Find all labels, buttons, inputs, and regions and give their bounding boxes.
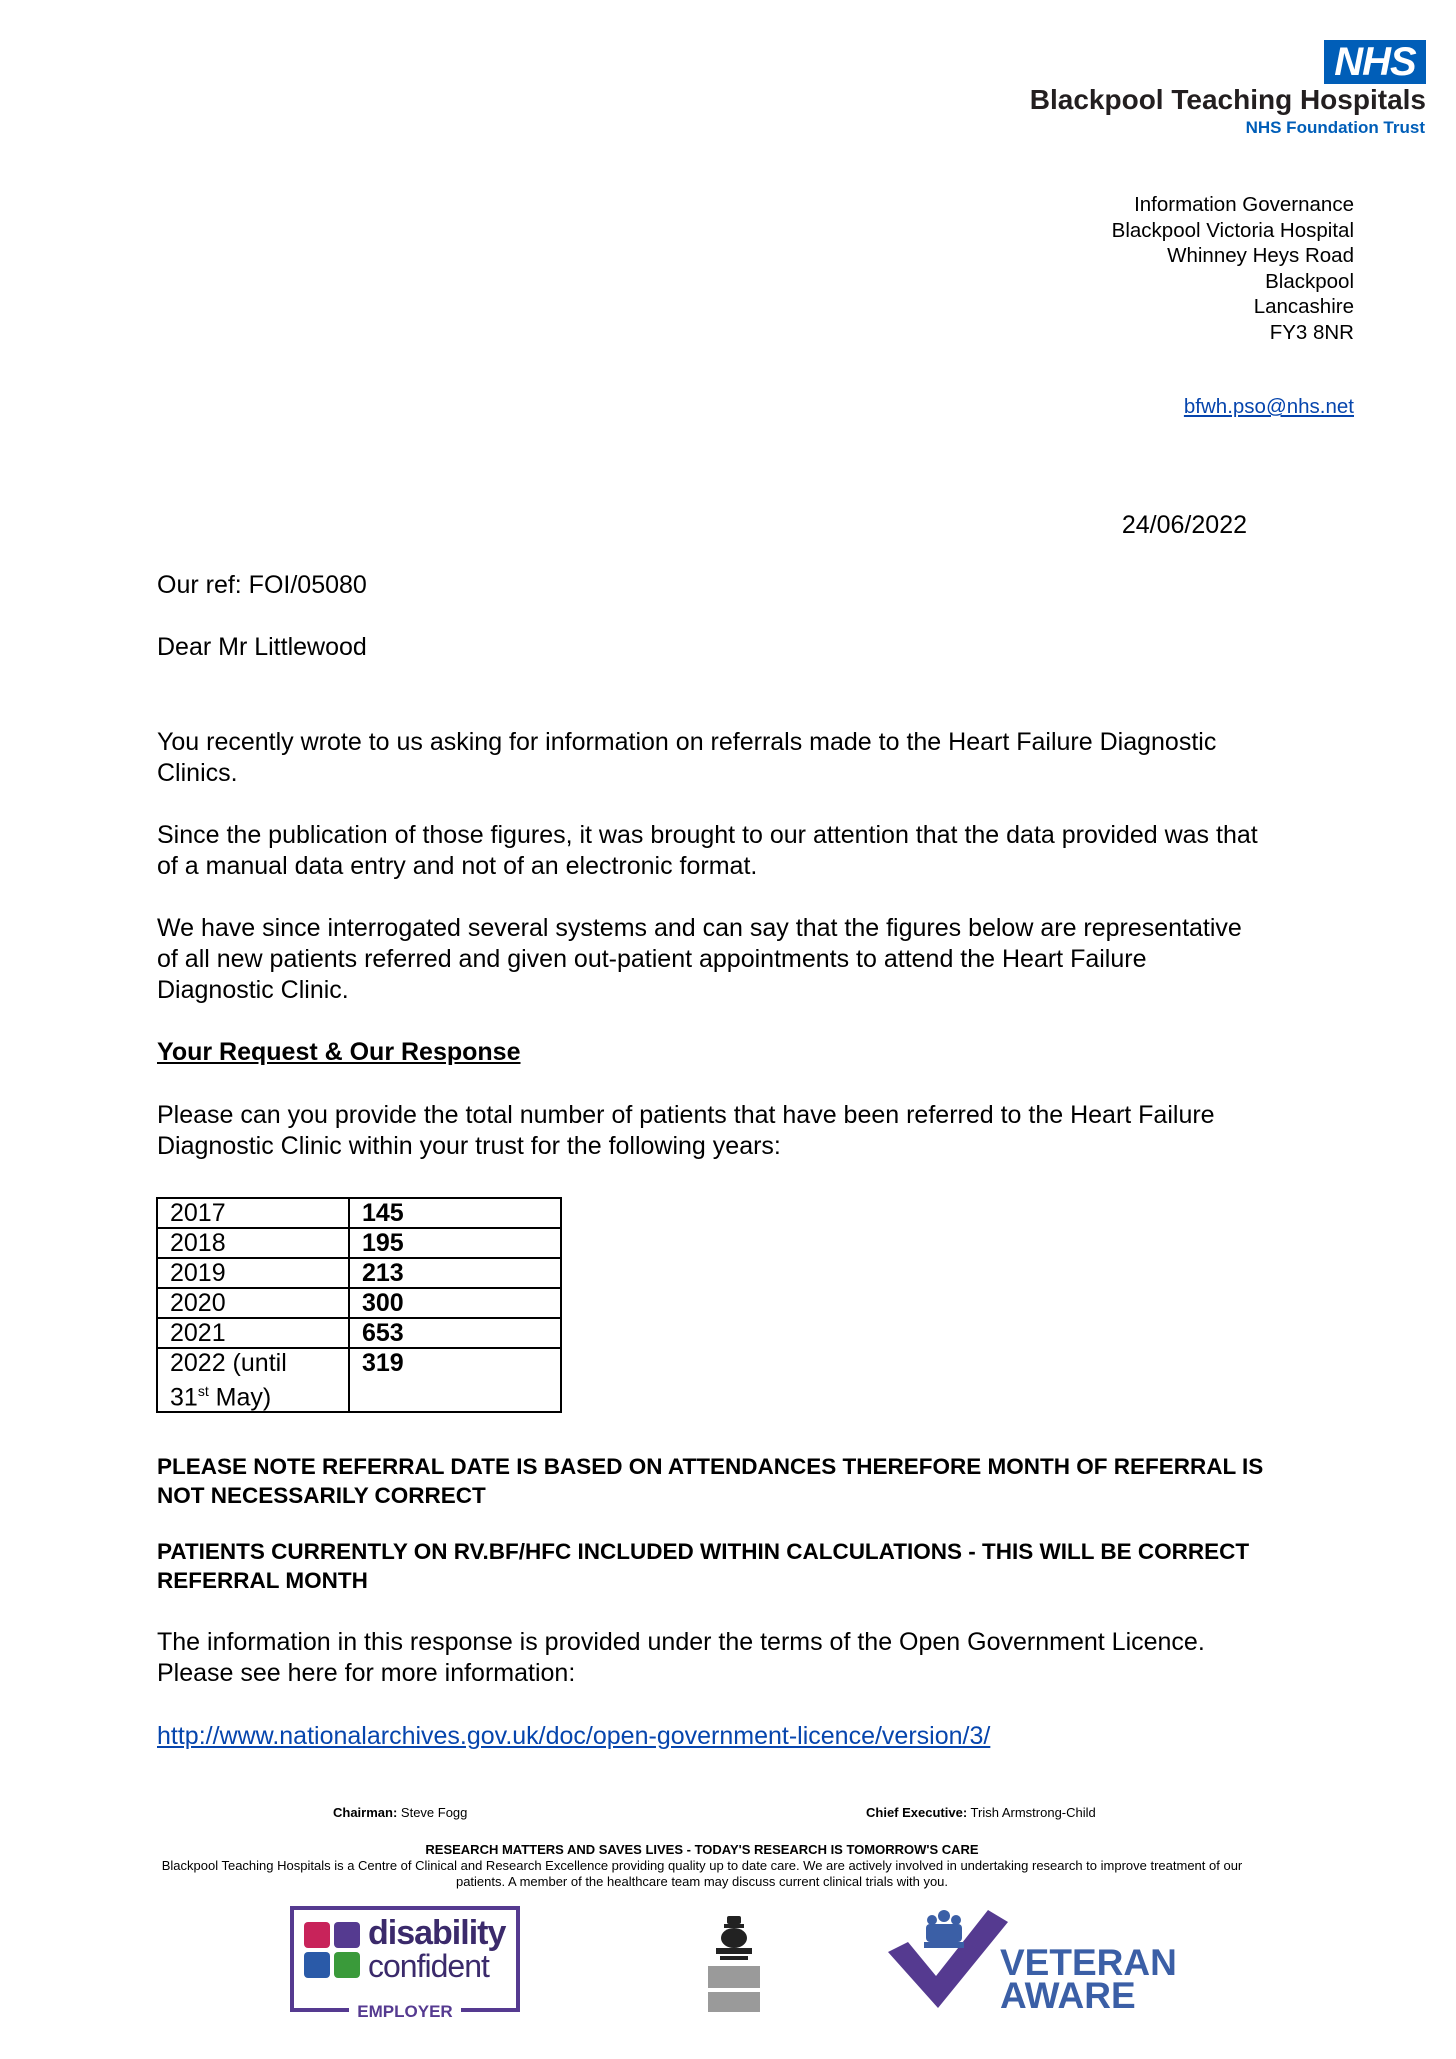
table-row (157, 1288, 561, 1318)
research-blurb: Blackpool Teaching Hospitals is a Centre of Clinical and Research Excellence providing quality up to date care. We are actively involved in undertaking research to improve treatment of our patients. A member of the healthcare team may discuss current clinical trials with you. (161, 1858, 1243, 1889)
nhs-logo: NHS (1324, 40, 1426, 84)
org-name: Blackpool Teaching Hospitals (1029, 84, 1426, 115)
people-icons (304, 1922, 362, 1980)
chairman (333, 1805, 467, 1820)
veteran-aware-logo (888, 1902, 1188, 2016)
day-number: 31 (170, 1383, 198, 1412)
chief-executive (866, 1805, 1096, 1820)
dc-word-disability: disability (368, 1914, 506, 1952)
reference: Our ref: FOI/05080 (157, 571, 367, 599)
request-question: Please can you provide the total number of patients that have been referred to the Heart Failure Diagnostic Clinic within your trust for the following years: (157, 1101, 1215, 1160)
table-row (157, 1258, 561, 1288)
note-referral-date: PLEASE NOTE REFERRAL DATE IS BASED ON ATTENDANCES THEREFORE MONTH OF REFERRAL IS NOT NECESSARILY CORRECT (157, 1454, 1264, 1508)
table-row (157, 1198, 561, 1228)
paragraph-2: Since the publication of those figures, it was brought to our attention that the data provided was that of a manual data entry and not of an electronic format. (157, 821, 1258, 880)
address-line: Blackpool (1265, 269, 1354, 293)
year-line-1: 2022 (until (170, 1349, 287, 1377)
month-text: May) (208, 1383, 272, 1412)
referrals-table (156, 1197, 562, 1413)
paragraph-1: You recently wrote to us asking for information on referrals made to the Heart Failure Diagnostic Clinics. (157, 728, 1217, 787)
ordinal-suffix: st (197, 1383, 209, 1399)
table-row (157, 1348, 561, 1412)
ceo-name: Trish Armstrong-Child (967, 1805, 1096, 1820)
licence-link[interactable]: http://www.nationalarchives.gov.uk/doc/open-government-licence/version/3/ (157, 1722, 991, 1750)
salutation: Dear Mr Littlewood (157, 633, 367, 661)
year-cell: 2019 (157, 1258, 349, 1288)
note-current-patients: PATIENTS CURRENTLY ON RV.BF/HFC INCLUDED WITHIN CALCULATIONS - THIS WILL BE CORRECT REFERRAL MONTH (157, 1539, 1250, 1593)
address-line: Whinney Heys Road (1167, 244, 1354, 268)
paragraph-3: We have since interrogated several systems and can say that the figures below are representative of all new patients referred and given out-patient appointments to attend the Heart Failure Diagnostic Clinic. (157, 914, 1242, 1004)
address-line: Information Governance (1134, 193, 1354, 216)
dc-word-employer: EMPLOYER (349, 2002, 461, 2022)
address-line: Blackpool Victoria Hospital (1111, 218, 1354, 242)
year-line-2 (170, 1377, 348, 1411)
year-cell (157, 1348, 349, 1412)
table-row (157, 1318, 561, 1348)
org-subtitle: NHS Foundation Trust (1245, 118, 1425, 137)
value-cell: 145 (349, 1198, 561, 1228)
disability-confident-logo (290, 1906, 520, 2021)
section-heading: Your Request & Our Response (157, 1038, 521, 1066)
table-row (157, 1228, 561, 1258)
armed-forces-covenant-icon (706, 1914, 762, 2014)
letter-date: 24/06/2022 (1121, 511, 1247, 539)
veteran-word: VETERAN (1000, 1942, 1177, 1983)
value-cell: 213 (349, 1258, 561, 1288)
dc-word-confident: confident (368, 1948, 489, 1984)
chairman-name: Steve Fogg (397, 1805, 468, 1820)
value-cell: 195 (349, 1228, 561, 1258)
checkmark-crown-icon (888, 1902, 1008, 2008)
year-cell: 2018 (157, 1228, 349, 1258)
value-cell: 319 (349, 1348, 561, 1412)
email-link[interactable]: bfwh.pso@nhs.net (1183, 395, 1354, 418)
value-cell: 300 (349, 1288, 561, 1318)
address-line: Lancashire (1253, 295, 1354, 319)
year-cell: 2020 (157, 1288, 349, 1318)
licence-text: The information in this response is provided under the terms of the Open Government Licence. Please see here for more information: (157, 1628, 1205, 1687)
ceo-label: Chief Executive: (866, 1805, 968, 1820)
sender-address (1112, 192, 1354, 346)
address-line: FY3 8NR (1269, 320, 1354, 344)
year-cell: 2017 (157, 1198, 349, 1228)
research-slogan: RESEARCH MATTERS AND SAVES LIVES - TODAY'S RESEARCH IS TOMORROW'S CARE (425, 1842, 979, 1857)
year-cell: 2021 (157, 1318, 349, 1348)
chairman-label: Chairman: (333, 1805, 398, 1820)
value-cell: 653 (349, 1318, 561, 1348)
veteran-aware-text (1000, 1942, 1177, 2016)
aware-word: AWARE (1000, 1975, 1136, 2016)
